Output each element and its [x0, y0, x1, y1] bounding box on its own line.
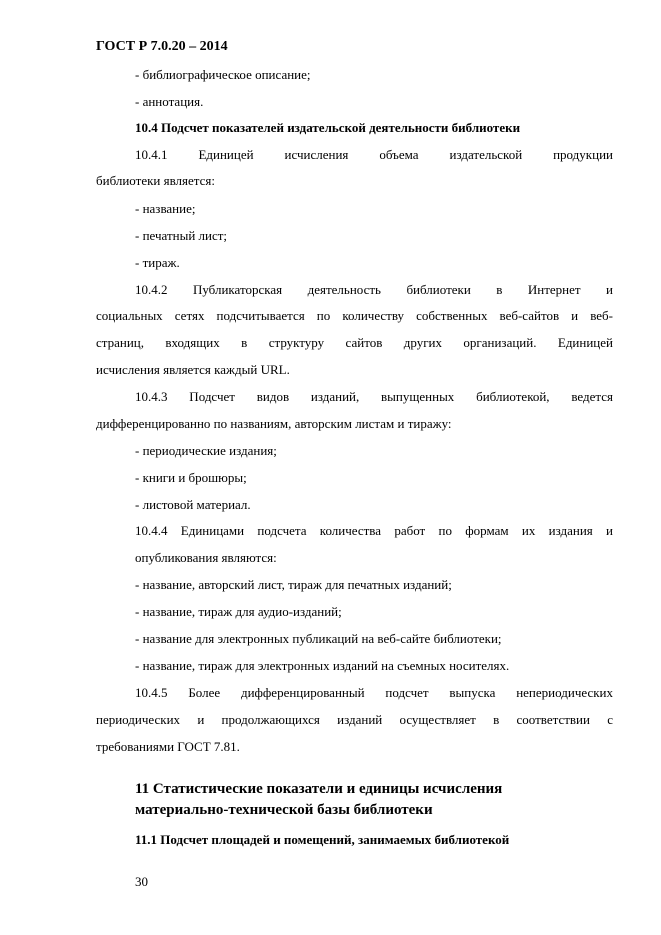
list-item: - печатный лист;	[135, 228, 228, 243]
paragraph-line: дифференцированно по названиям, авторским листам и тиражу:	[96, 416, 452, 431]
list-item: - аннотация.	[135, 94, 204, 109]
paragraph-line: 10.4.2 Публикаторская деятельность библиотеки в Интернет и	[135, 282, 613, 297]
list-item: - библиографическое описание;	[135, 67, 311, 82]
page-number: 30	[135, 874, 148, 889]
list-item: - название, авторский лист, тираж для печатных изданий;	[135, 577, 452, 592]
paragraph-line: 10.4.4 Единицами подсчета количества работ по формам их издания и	[135, 523, 613, 538]
list-item: - листовой материал.	[135, 497, 251, 512]
paragraph-line: библиотеки является:	[96, 173, 215, 188]
document-header: ГОСТ Р 7.0.20 – 2014	[96, 39, 228, 54]
list-item: - книги и брошюры;	[135, 470, 247, 485]
list-item: - периодические издания;	[135, 443, 277, 458]
paragraph-line: требованиями ГОСТ 7.81.	[96, 739, 240, 754]
list-item: - тираж.	[135, 255, 180, 270]
paragraph-line: 10.4.1 Единицей исчисления объема издательской продукции	[135, 147, 613, 162]
section-heading-11: 11 Статистические показатели и единицы исчисления	[135, 781, 503, 797]
paragraph-line: исчисления является каждый URL.	[96, 362, 290, 377]
section-heading-11-cont: материально-технической базы библиотеки	[135, 802, 433, 818]
paragraph-line: 10.4.3 Подсчет видов изданий, выпущенных библиотекой, ведется	[135, 389, 613, 404]
paragraph-line: опубликования являются:	[135, 550, 277, 565]
list-item: - название, тираж для электронных изданий на съемных носителях.	[135, 658, 510, 673]
paragraph-line: социальных сетях подсчитывается по количеству собственных веб-сайтов и веб-	[96, 308, 613, 323]
paragraph-line: периодических и продолжающихся изданий осуществляет в соответствии с	[96, 712, 613, 727]
paragraph-line: 10.4.5 Более дифференцированный подсчет выпуска непериодических	[135, 685, 613, 700]
section-heading-10-4: 10.4 Подсчет показателей издательской деятельности библиотеки	[135, 120, 521, 135]
list-item: - название, тираж для аудио-изданий;	[135, 604, 342, 619]
list-item: - название для электронных публикаций на веб-сайте библиотеки;	[135, 631, 502, 646]
section-heading-11-1: 11.1 Подсчет площадей и помещений, занимаемых библиотекой	[135, 832, 510, 847]
paragraph-line: страниц, входящих в структуру сайтов других организаций. Единицей	[96, 335, 613, 350]
list-item: - название;	[135, 201, 196, 216]
